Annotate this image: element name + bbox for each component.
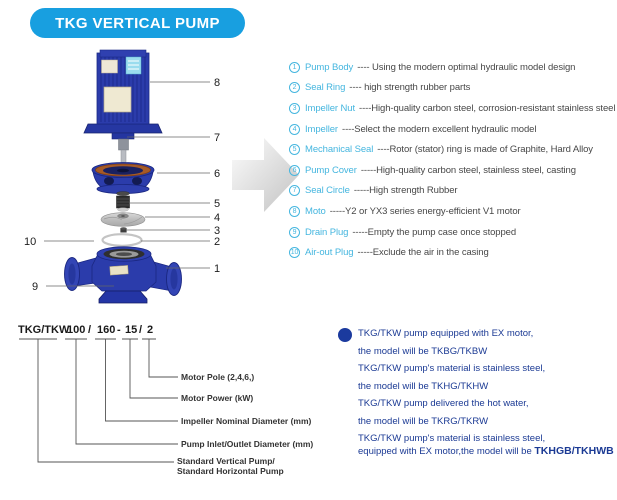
part-name: Moto xyxy=(305,205,326,217)
callout-8: 8 xyxy=(214,77,221,89)
callout-4: 4 xyxy=(214,212,221,224)
note-text: TKG/TKW pump's material is stainless steel, xyxy=(358,433,546,444)
parts-list-item xyxy=(289,139,616,160)
label-motor-power: Motor Power (kW) xyxy=(181,393,254,403)
parts-list-item xyxy=(289,181,616,202)
item-number-badge: 10 xyxy=(290,249,299,257)
model-segment-inlet: 100 xyxy=(67,324,86,336)
note-line xyxy=(358,446,614,457)
parts-list-item xyxy=(289,242,616,263)
part-name: Drain Plug xyxy=(305,226,349,238)
part-name: Impeller xyxy=(305,123,338,135)
part-name: Pump Cover xyxy=(305,164,357,176)
note-model-bold: TKHGB/TKHWB xyxy=(534,445,614,457)
label-motor-pole: Motor Pole (2,4,6,) xyxy=(181,372,255,382)
part-description: ---- Using the modern optimal hydraulic model design xyxy=(357,61,576,73)
label-standard-vertical: Standard Vertical Pump/ xyxy=(177,456,275,466)
pump-exploded-diagram xyxy=(0,40,305,305)
callout-7: 7 xyxy=(214,132,221,144)
parts-list-item xyxy=(289,98,616,119)
part-name: Pump Body xyxy=(305,61,354,73)
label-impeller-dia: Impeller Nominal Diameter (mm) xyxy=(181,416,312,426)
note-text: TKG/TKW pump equipped with EX motor, xyxy=(358,328,534,339)
note-line xyxy=(358,328,614,339)
model-segment-pole: 2 xyxy=(147,324,154,336)
callout-5: 5 xyxy=(214,198,221,210)
item-number-badge: 1 xyxy=(289,62,300,73)
note-line xyxy=(358,346,614,357)
part-description: -----High strength Rubber xyxy=(353,185,458,197)
model-variant-notes xyxy=(358,328,614,464)
item-number-badge: 7 xyxy=(289,185,300,196)
callout-2: 2 xyxy=(214,236,221,248)
part-description: -----Y2 or YX3 series energy-efficient V1 motor xyxy=(329,205,521,217)
item-number-badge: 9 xyxy=(289,227,300,238)
note-line xyxy=(358,398,614,409)
item-number-badge: 8 xyxy=(289,206,300,217)
parts-list-item xyxy=(289,78,616,99)
model-separator: / xyxy=(88,324,92,336)
impeller xyxy=(101,213,145,227)
label-inlet-outlet-dia: Pump Inlet/Outlet Diameter (mm) xyxy=(181,439,314,449)
part-name: Mechanical Seal xyxy=(305,144,374,156)
model-segment-series: TKG/TKW xyxy=(18,324,70,336)
part-name: Seal Ring xyxy=(305,82,346,94)
part-description: ----High-quality carbon steel, corrosion-resistant stainless steel xyxy=(359,102,616,114)
item-number-badge: 3 xyxy=(289,103,300,114)
parts-list-item xyxy=(289,57,616,78)
note-text: equipped with EX motor,the model will be xyxy=(358,446,535,457)
impeller-nut xyxy=(120,227,126,232)
item-number-badge: 4 xyxy=(289,124,300,135)
callout-3: 3 xyxy=(214,225,221,237)
part-name: Seal Circle xyxy=(305,185,350,197)
parts-list-item xyxy=(289,160,616,181)
callout-10: 10 xyxy=(24,236,37,248)
model-labels xyxy=(177,372,313,476)
page-title: TKG VERTICAL PUMP xyxy=(55,14,220,32)
parts-list-item xyxy=(289,201,616,222)
note-text: the model will be TKHG/TKHW xyxy=(358,380,489,392)
note-line xyxy=(358,381,614,392)
note-text: the model will be TKRG/TKRW xyxy=(358,415,489,427)
model-code-diagram xyxy=(8,312,338,492)
item-number-badge: 5 xyxy=(289,144,300,155)
note-text: TKG/TKW pump delivered the hot water, xyxy=(358,398,529,409)
bullet-dot-icon xyxy=(338,328,352,342)
parts-list-item xyxy=(289,119,616,140)
callout-6: 6 xyxy=(214,168,221,180)
part-description: -----Empty the pump case once stopped xyxy=(352,226,517,238)
title-banner xyxy=(30,8,245,38)
note-text: TKG/TKW pump's material is stainless steel, xyxy=(358,363,546,374)
part-description: ----Select the modern excellent hydraulic model xyxy=(342,123,537,135)
model-segment-impeller: 160 xyxy=(97,324,116,336)
part-name: Air-out Plug xyxy=(305,247,354,259)
item-number-badge: 2 xyxy=(289,82,300,93)
item-number-badge: 6 xyxy=(289,165,300,176)
parts-list xyxy=(289,57,616,263)
callout-9: 9 xyxy=(32,281,39,293)
model-separator: / xyxy=(139,324,143,336)
note-line xyxy=(358,363,614,374)
part-name: Impeller Nut xyxy=(305,102,356,114)
pump-body xyxy=(65,247,182,303)
part-description: -----High-quality carbon steel, stainless steel, casting xyxy=(360,164,576,176)
parts-list-item xyxy=(289,222,616,243)
model-code xyxy=(18,324,153,336)
pump-body-nameplate xyxy=(110,265,129,275)
note-text: the model will be TKBG/TKBW xyxy=(358,345,488,357)
part-description: -----Exclude the air in the casing xyxy=(357,247,489,259)
part-description: ---- high strength rubber parts xyxy=(349,82,471,94)
motor-nameplate xyxy=(102,60,118,73)
motor-label-large xyxy=(104,87,131,112)
label-standard-horizontal: Standard Horizontal Pump xyxy=(177,466,284,476)
model-tree-lines xyxy=(19,339,178,462)
pump-cover xyxy=(92,163,154,194)
seal-ring xyxy=(103,234,142,246)
note-line xyxy=(358,416,614,427)
mechanical-seal xyxy=(117,192,130,212)
model-segment-power: 15 xyxy=(125,324,138,336)
callout-1: 1 xyxy=(214,263,221,275)
note-line xyxy=(358,433,614,444)
part-description: ----Rotor (stator) ring is made of Graphite, Hard Alloy xyxy=(377,144,593,156)
motor xyxy=(84,50,162,139)
model-separator: - xyxy=(117,324,121,336)
